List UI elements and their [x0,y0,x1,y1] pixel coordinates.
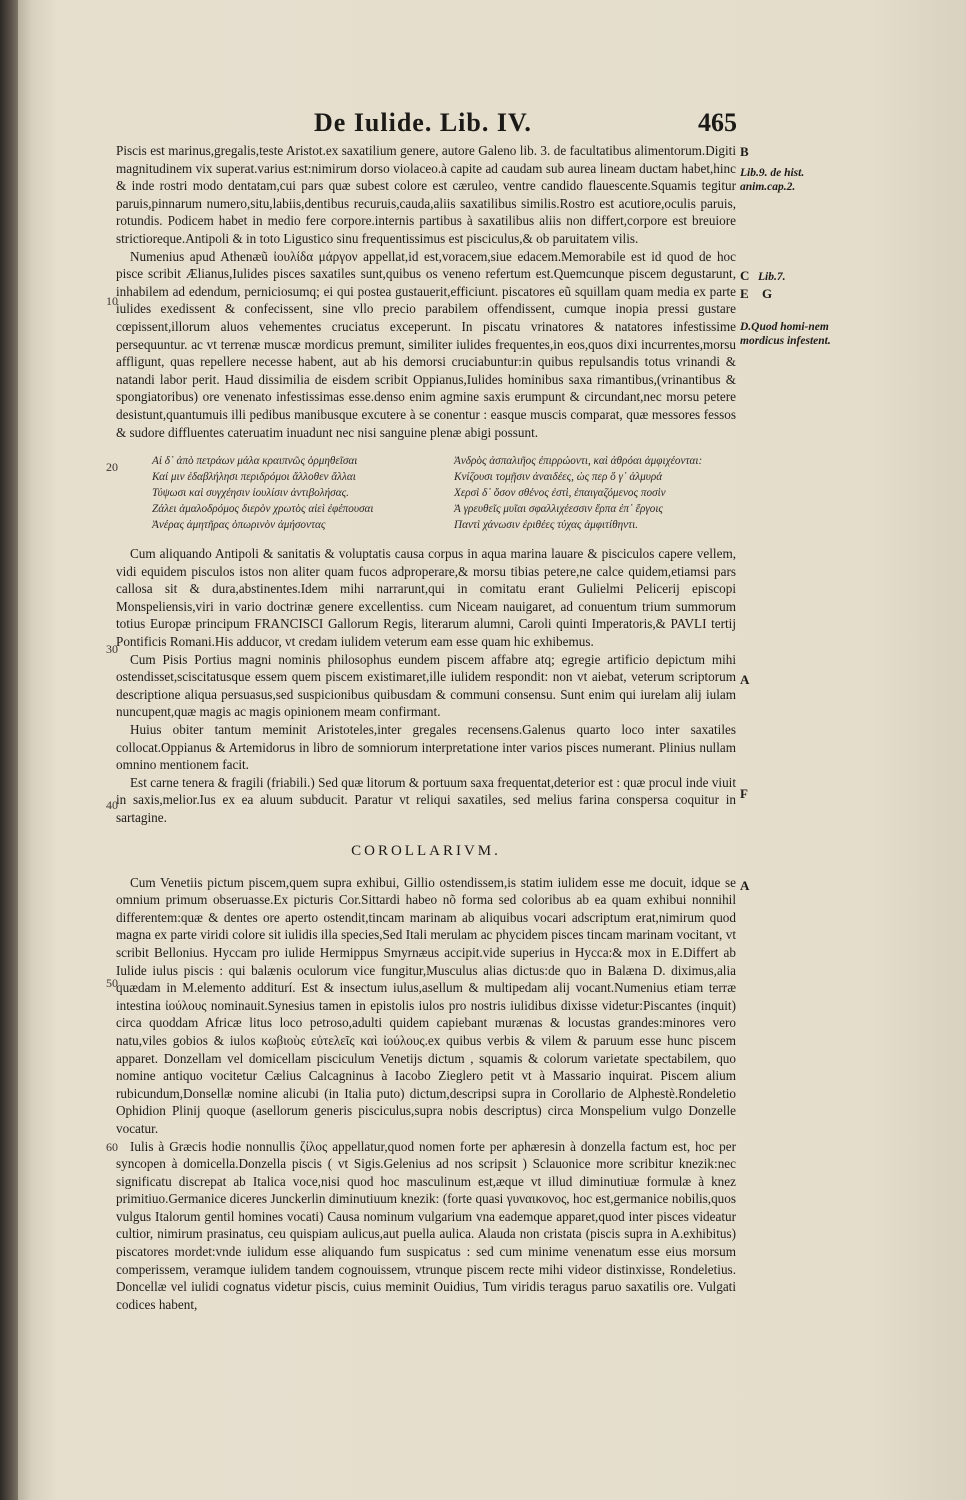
greek-verse: Ζάλει ἀμαλοδρόμος διερὸν χρωτὸς αἰεὶ ἐφέπουσαι [152,503,374,516]
margin-letter: B [740,144,749,159]
greek-verse: Χερσὶ δ᾽ ὅσον σθένος ἐστὶ, ἐπαιγαζόμενος ποσὶν [454,487,666,500]
greek-verse: Ἀ γρευθεῖς μυῖαι σφαλλιχέεσσιν ἔρπα ἐπ᾽ ἔργοις [454,503,663,516]
line-number: 10 [106,294,118,308]
corollarium-paragraph: Cum Venetiis pictum piscem,quem supra exhibui, Gillio ostendissem,is statim iulidem esse me docuit, idque se omnium primum obseruasse.Ex picturis Cor.Sittardi habeo nõ forma sed coloribus ab ea quam exhibui nonnihil differentem:quæ & dentes ore aperto ostendit,tincam marinam ab aliquibus vocari adscriptum erat,nimirum quod magna ex parte viridi colore sit iulidis illa species,Sed Itali merulam ac phycidem pisces tincam marinam vocitant, vt scribit Bellonius. Hyccam pro iulide Hermippus Smyrnæus accipit.vide superius in Hycca:& mox in E.Differt ab Iulide iulus piscis : qui balænis oculorum vice fungitur,Musculus alias dictus:de quo in Balæna D. diximus,alia quædam in M.elemento additurí. Est & insectum iulus,asellum & multipedam alij vocant.Numenius etiam terræ intestina ἰούλους nominauit.Synesius tamen in epistolis iulos pro nostris iulidibus dixisse videtur:Piscantes (inquit) circa quoddam Africæ litus loco petroso,adulti quidem capiebant murænas & locustas grandes:minores vero natu,viles gobios & iulos κωβιοὺς εὐτελεῖς καὶ ἰούλους.ex quibus verbis & vilem & paruum esse hunc piscem apparet. Donzellam vel domicellam pisciculum Venetijs dictum , squamis & colorum varietate spectabilem, quo nomine antiquo vocitetur Cælius Calcagninus à Iacobo Zieglero petit vt à Massario inquirat. Piscem alium rubicundum,Donsellæ nomine alicubi (in Italia puto) dictum,descripsi supra in Corollario de Alphestè.Rondeletio Ophidion Plinij quoque (asellorum generis pisciculus,supra nobis descriptus) circa Monspelium vulgo Donzelle vocatur. [116,874,736,1136]
book-page [18,0,966,1500]
corollarium-paragraph: Iulis à Græcis hodie nonnullis ζίλος appellatur,quod nomen forte per aphæresin à donzella factum est, hoc per syncopen à domicella.Donzella piscis ( vt Sigis.Gelenius ad nos scripsit ) Sclauonice more scribitur knezik:nec significatu discrepat ab Italica voce,nisi quod hoc masculinum est,æque vt illud diminutiuæ formulæ à knez primitiuo.Germanice diceres Junckerlin diminutiuum knezik: (forte quasi γυναικονος, hoc est,germanice nobilis,quos vulgus Italorum gentil homines vocati) Causa nominum vulgarium vna eademque apparet,quod inter pisces videatur cultior, nimirum prasinatus, ceu quispiam aulicus,aut puella aulica. Alauda non cristata (piscis supra in A.exhibitus) piscatores mordet:vnde iulidum esse aliquando fum suspicatus : sed cum minime venenatum esse eius morsum comperissem, veramque iulidem tandem cognouissem, vtrunque piscem recte mihi videor distinxisse, Rondeletius. Doncellæ vel iulidi cognatus videtur piscis, cuius meminit Ouidius, Tum viridis teragus paruo saxatilis ore. Vulgati codices habent, [116,1138,736,1312]
paragraph-description: Piscis est marinus,gregalis,teste Aristot.ex saxatilium genere, autore Galeno lib. 3. de facultatibus alimentorum.Digiti magnitudinem vix superat.varius est:nimirum dorso violaceo.à capite ad caudam sub aurea lineam ductam habet,hinc & inde rostri modo dentatam,cui pars quæ subest colore est cæruleo, ventre candido flauescente.Squamis tegitur paruis,pinnarum numero,situ,labiis,dentibus recuruis,cauda,aliis saxatilibus similis.Rostro est acutiore,oculis paruis, rotundis. Podicem habet in medio fere corpore.internis partibus à saxatilibus aliis non differt,corpore est breuiore strictioreque.Antipoli & in toto Ligustico sinu frequentissimus est pisciculus,& ob paruitatem vilis. [116,143,736,246]
greek-verse: Ἀνδρὸς ἀσπαλιῆος ἐπιρρώοντι, καὶ ἀθρόαι ἀμφιχέονται: [454,455,703,468]
main-text [116,142,736,1313]
paragraph-numenius: Numenius apud Athenæũ ἰουλίδα μάργον appellat,id est,voracem,siue edacem.Memorabile est id quod de hoc pisce scribit Ælianus,Iulides pisces saxatiles sunt,quibus os veneno refertum est.Quemcunque piscem degustarunt, inhabilem ad edendum, perniciosumq; ei qui postea gustauerit,efficiunt. piscatores eũ squillam quam media ex parte iulides exedissent & confecissent, sine vllo precio parabilem offendissent, cumque inopia pressi gustare cœpissent,illorum aluos vehementes cruciatus exceperunt. In piscatu vrinatores & natatores infestissime persequuntur. ac vt terrenæ muscæ mordicus premunt, similiter iulides frequentes,in eos,quos dixi incurrentes,morsu affligunt, quas repellere necesse habent, aut ab his demorsi cruciabuntur:in quibus repulsandis totus vrinandi & natandi labor perit. Haud dissimilia de eisdem scribit Oppianus,Iulides hominibus saxa rimantibus,(vrinantibus & spongiatoribus) ore venenato infestissimas esse.denso enim agmine saxis erumpunt & circundant,nec morsu petere desistunt,quantumuis illi pedibus manibusque excutere à se conentur : easque muscis comparat, quæ messores fessos & sudore diffluentes cateruatim inuadunt nec nisi sanguine plenæ abigi possunt. [116,248,736,440]
book-gutter [0,0,18,1500]
margin-letter: A [740,878,750,893]
running-title: De Iulide. Lib. IV. [314,108,532,137]
line-number: 60 [106,1140,118,1154]
line-number: 50 [106,976,118,990]
margin-letter: F [740,786,748,801]
paragraph-antipoli: Cum aliquando Antipoli & sanitatis & voluptatis causa corpus in aqua marina lauare & pisciculos capere vellem, vidi equidem pisculos istos non aliter quam fucos adproperare,& morsu tibias petere,ne calce quidem,etiamsi pars callosa sit & dura,abstinentes.Idem mihi narrarunt,qui in comitatu erant Gulielmi Pelicerij episcopi Monspeliensis,viri in vario doctrinæ genere excellentiss. cum Niceam nauigaret, ad conuentum trium summorum totius Europæ principum FRANCISCI Gallorum Regis, literarum alumni, Caroli quinti Imperatoris,& PAVLI tertij Pontificis Romani.His adducor, vt credam iulidem veterum eam esse quam hic exhibemus. [116,546,736,650]
greek-verse: Αἱ δ᾽ ἀπὸ πετράων μάλα κραιπνῶς ὁρμηθεῖσαι [152,455,358,468]
margin-letter: E [740,286,749,301]
margin-letter: G [762,286,773,301]
line-number: 20 [106,460,118,474]
greek-verses [152,453,736,533]
paragraph-aristoteles: Huius obiter tantum meminit Aristoteles,inter gregales recensens.Galenus quarto loco inter saxatiles collocat.Oppianus & Artemidorus in libro de somniorum interpretatione inter varios pisces numerant. Plinius nullam omnino mentionem facit. [116,722,736,773]
margin-letter: A [740,672,750,687]
greek-verse: Τύψωσι καὶ συγχέησιν ἰουλίσιν ἀντιβολήσας. [152,487,349,500]
paragraph-portius: Cum Pisis Portius magni nominis philosophus eundem piscem affabre atq; egregie artificio depictum mihi ostendisset,sciscitatusque essem quem piscem existimaret,ille iulidem respondit: non vt aiebat, veterum scriptorum descriptione aliqua persuasus,sed suspicionibus quibusdam & communi consensu. Sunt enim qui iurelam alij iulam nuncupent,quæ magis ac magis opinionem meam confirmant. [116,651,736,720]
greek-verse: Κνίζουσι τομῇσιν ἀναιδέες, ὡς περ ὅ γ᾽ ἀλμυρά [454,471,663,484]
line-number: 40 [106,798,118,812]
margin-letter: C [740,268,750,283]
margin-note: Lib.7. [758,271,786,283]
greek-verse: Ἀνέρας ἀμητῆρας ὁπωρινὸν ἀμήσοντας [152,519,326,532]
paragraph-carne: Est carne tenera & fragili (friabili.) Sed quæ litorum & portuum saxa frequentat,deterior est : quæ procul inde viuit in saxis,melior.Ius ex ea aluum subducit. Paratur vt reliqui saxatiles, sed melius farina conspersa coquitur in sartagine. [116,774,736,825]
greek-verse: Παντὶ χάνωσιν ἐριθέες τύχας ἀμφιτίθηντι. [454,519,639,532]
margin-note: D.Quod homi-nem mordicus infestent. [740,321,831,347]
page-header [18,108,966,142]
page-number: 465 [698,108,737,137]
greek-verse: Καί μιν ἐδαβλήλησι περιδρόμοι ἄλλοθεν ἄλλαι [152,471,356,484]
line-number: 30 [106,642,118,656]
corollarium-heading: COROLLARIVM. [351,842,501,859]
margin-note: Lib.9. de hist. anim.cap.2. [740,167,805,193]
